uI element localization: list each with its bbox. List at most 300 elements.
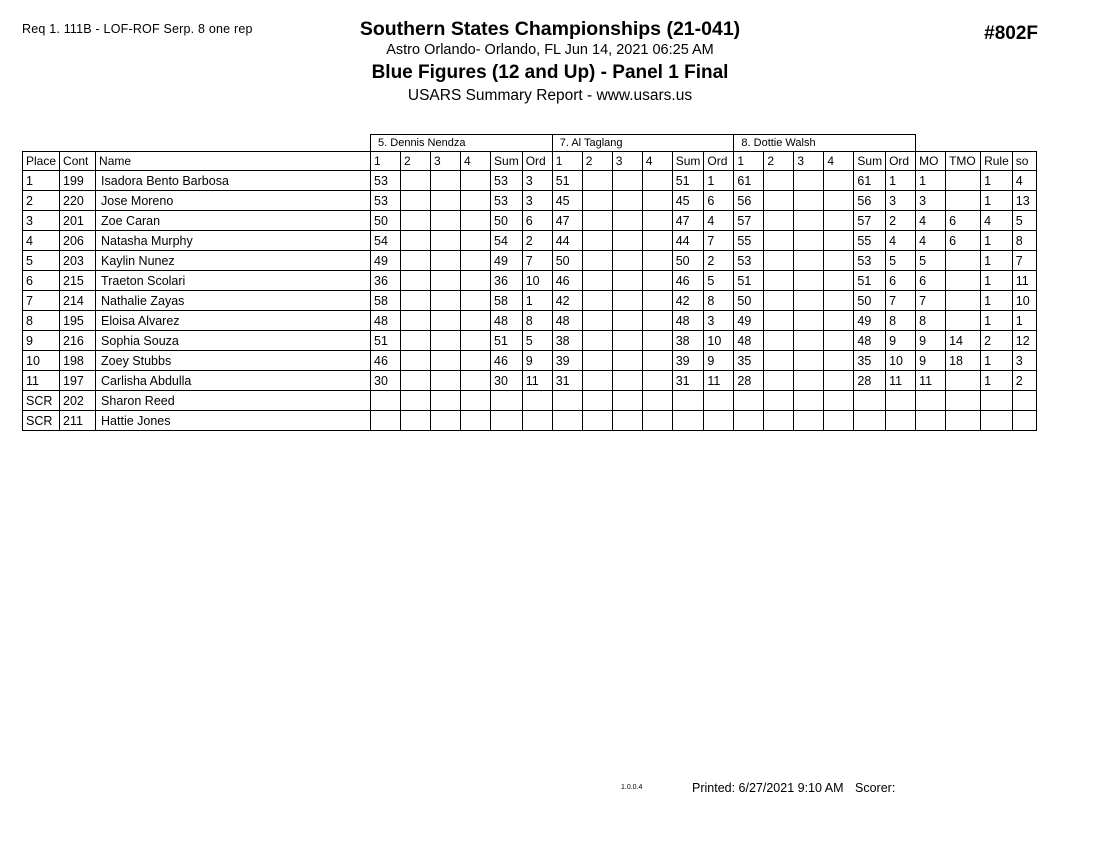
- cell-j7-6: 10: [704, 331, 734, 351]
- cell-j8-6: 10: [886, 351, 916, 371]
- cell-j8-2: [764, 391, 794, 411]
- cell-j8-5: [854, 411, 886, 431]
- cell-j7-3: [612, 291, 642, 311]
- cell-j8-5: 48: [854, 331, 886, 351]
- venue-line: Astro Orlando- Orlando, FL Jun 14, 2021 06:25 AM: [386, 42, 714, 58]
- cell-j7-4: [642, 291, 672, 311]
- cell-j7-3: [612, 391, 642, 411]
- cell-j5-2: [401, 171, 431, 191]
- cell-j8-5: 57: [854, 211, 886, 231]
- cell-so: 3: [1012, 351, 1036, 371]
- cell-so: [1012, 391, 1036, 411]
- results-table: [22, 134, 1037, 431]
- cell-j7-4: [642, 331, 672, 351]
- cell-tmo: [946, 251, 981, 271]
- cell-j7-3: [612, 271, 642, 291]
- col-name: Name: [96, 152, 371, 171]
- cell-j7-6: 9: [704, 351, 734, 371]
- cell-j8-5: 28: [854, 371, 886, 391]
- cell-j8-3: [794, 231, 824, 251]
- cell-tmo: [946, 311, 981, 331]
- cell-j5-3: [431, 371, 461, 391]
- cell-mo: 9: [916, 351, 946, 371]
- cell-j7-4: [642, 391, 672, 411]
- cell-j5-3: [431, 291, 461, 311]
- cell-j5-1: 53: [371, 171, 401, 191]
- cell-j7-6: 2: [704, 251, 734, 271]
- cell-j5-3: [431, 231, 461, 251]
- cell-j8-2: [764, 331, 794, 351]
- cell-tmo: 6: [946, 231, 981, 251]
- cell-j7-3: [612, 251, 642, 271]
- cell-place: 3: [23, 211, 60, 231]
- cell-j8-2: [764, 191, 794, 211]
- cell-j7-5: 38: [672, 331, 704, 351]
- cell-name: Sharon Reed: [96, 391, 371, 411]
- cell-j8-2: [764, 231, 794, 251]
- cell-j7-2: [582, 211, 612, 231]
- cell-so: 12: [1012, 331, 1036, 351]
- cell-j8-3: [794, 171, 824, 191]
- cell-j5-5: [491, 411, 523, 431]
- cell-j8-2: [764, 371, 794, 391]
- version-code: 1.0.0.4: [621, 784, 643, 791]
- table-row: [23, 171, 1037, 191]
- cell-j5-1: 36: [371, 271, 401, 291]
- cell-j8-3: [794, 331, 824, 351]
- cell-j5-6: 10: [522, 271, 552, 291]
- cell-cont: 201: [60, 211, 96, 231]
- cell-j8-3: [794, 391, 824, 411]
- cell-j5-4: [461, 171, 491, 191]
- cell-j7-4: [642, 231, 672, 251]
- cell-rule: 2: [981, 331, 1013, 351]
- cell-place: SCR: [23, 411, 60, 431]
- cell-j5-5: [491, 391, 523, 411]
- cell-cont: 198: [60, 351, 96, 371]
- col-so: so: [1012, 152, 1036, 171]
- cell-j7-2: [582, 251, 612, 271]
- cell-j7-2: [582, 331, 612, 351]
- cell-place: 4: [23, 231, 60, 251]
- cell-j8-2: [764, 291, 794, 311]
- cell-j5-2: [401, 231, 431, 251]
- cell-j5-4: [461, 351, 491, 371]
- spacer-cell: [916, 135, 946, 152]
- cell-j8-5: 35: [854, 351, 886, 371]
- cell-name: Sophia Souza: [96, 331, 371, 351]
- cell-j5-6: 2: [522, 231, 552, 251]
- cell-j7-3: [612, 211, 642, 231]
- cell-j8-5: [854, 391, 886, 411]
- cell-j7-3: [612, 171, 642, 191]
- col-j3-1: 1: [734, 152, 764, 171]
- cell-j5-1: [371, 391, 401, 411]
- cell-j5-5: 36: [491, 271, 523, 291]
- col-j2-2: 2: [582, 152, 612, 171]
- cell-j7-4: [642, 191, 672, 211]
- cell-j8-6: 5: [886, 251, 916, 271]
- cell-cont: 220: [60, 191, 96, 211]
- cell-rule: [981, 411, 1013, 431]
- cell-j8-4: [824, 351, 854, 371]
- cell-j5-1: 50: [371, 211, 401, 231]
- cell-j5-3: [431, 211, 461, 231]
- cell-j5-4: [461, 211, 491, 231]
- cell-j7-5: 50: [672, 251, 704, 271]
- cell-j7-4: [642, 251, 672, 271]
- cell-j5-6: 6: [522, 211, 552, 231]
- cell-j8-4: [824, 291, 854, 311]
- cell-rule: 1: [981, 351, 1013, 371]
- cell-j8-1: 50: [734, 291, 764, 311]
- cell-j5-1: 58: [371, 291, 401, 311]
- cell-j5-6: 11: [522, 371, 552, 391]
- cell-j7-3: [612, 351, 642, 371]
- cell-rule: 1: [981, 251, 1013, 271]
- cell-j8-2: [764, 411, 794, 431]
- cell-j5-3: [431, 331, 461, 351]
- cell-j8-1: 35: [734, 351, 764, 371]
- col-j1-1: 1: [371, 152, 401, 171]
- col-j2-1: 1: [552, 152, 582, 171]
- cell-j5-3: [431, 311, 461, 331]
- table-row: [23, 251, 1037, 271]
- cell-j7-5: 46: [672, 271, 704, 291]
- cell-cont: 214: [60, 291, 96, 311]
- col-j3-2: 2: [764, 152, 794, 171]
- cell-j8-3: [794, 411, 824, 431]
- cell-j5-2: [401, 331, 431, 351]
- cell-j8-6: [886, 411, 916, 431]
- cell-j8-2: [764, 351, 794, 371]
- cell-mo: 3: [916, 191, 946, 211]
- cell-j7-1: [552, 411, 582, 431]
- cell-j7-4: [642, 411, 672, 431]
- cell-j5-5: 54: [491, 231, 523, 251]
- cell-j7-1: 39: [552, 351, 582, 371]
- table-row: [23, 191, 1037, 211]
- printed-timestamp: Printed: 6/27/2021 9:10 AM: [692, 781, 844, 795]
- cell-j5-4: [461, 371, 491, 391]
- cell-j7-2: [582, 411, 612, 431]
- spacer-cell: [946, 135, 981, 152]
- cell-j8-5: 55: [854, 231, 886, 251]
- cell-j5-1: 54: [371, 231, 401, 251]
- cell-rule: 4: [981, 211, 1013, 231]
- cell-j5-3: [431, 351, 461, 371]
- cell-j5-2: [401, 351, 431, 371]
- cell-j7-4: [642, 211, 672, 231]
- cell-j5-4: [461, 331, 491, 351]
- cell-so: 1: [1012, 311, 1036, 331]
- cell-so: 2: [1012, 371, 1036, 391]
- col-j1-3: 3: [431, 152, 461, 171]
- cell-j7-1: [552, 391, 582, 411]
- event-category: Blue Figures (12 and Up) - Panel 1 Final: [371, 62, 729, 83]
- cell-j8-4: [824, 331, 854, 351]
- cell-tmo: [946, 191, 981, 211]
- cell-j8-1: 56: [734, 191, 764, 211]
- cell-j7-5: [672, 391, 704, 411]
- col-tmo: TMO: [946, 152, 981, 171]
- table-row: [23, 351, 1037, 371]
- col-mo: MO: [916, 152, 946, 171]
- cell-j7-5: 48: [672, 311, 704, 331]
- cell-cont: 197: [60, 371, 96, 391]
- cell-j8-5: 50: [854, 291, 886, 311]
- cell-j8-4: [824, 391, 854, 411]
- cell-cont: 202: [60, 391, 96, 411]
- cell-j8-3: [794, 211, 824, 231]
- cell-j7-1: 38: [552, 331, 582, 351]
- col-j2-ord: Ord: [704, 152, 734, 171]
- cell-j7-1: 42: [552, 291, 582, 311]
- cell-name: Zoe Caran: [96, 211, 371, 231]
- cell-so: 8: [1012, 231, 1036, 251]
- col-j1-sum: Sum: [491, 152, 523, 171]
- cell-j5-5: 30: [491, 371, 523, 391]
- cell-j5-6: 3: [522, 191, 552, 211]
- cell-j7-3: [612, 331, 642, 351]
- cell-rule: [981, 391, 1013, 411]
- table-row: [23, 331, 1037, 351]
- cell-j5-1: 51: [371, 331, 401, 351]
- cell-j5-4: [461, 291, 491, 311]
- cell-j5-3: [431, 391, 461, 411]
- cell-j8-1: 28: [734, 371, 764, 391]
- cell-j5-6: 7: [522, 251, 552, 271]
- cell-place: 2: [23, 191, 60, 211]
- cell-place: SCR: [23, 391, 60, 411]
- col-j3-4: 4: [824, 152, 854, 171]
- cell-so: 5: [1012, 211, 1036, 231]
- cell-j7-1: 44: [552, 231, 582, 251]
- col-j1-4: 4: [461, 152, 491, 171]
- cell-mo: 4: [916, 211, 946, 231]
- cell-j7-5: 44: [672, 231, 704, 251]
- cell-j8-6: 4: [886, 231, 916, 251]
- cell-j7-2: [582, 391, 612, 411]
- cell-mo: [916, 411, 946, 431]
- cell-j7-6: 11: [704, 371, 734, 391]
- cell-rule: 1: [981, 191, 1013, 211]
- cell-rule: 1: [981, 171, 1013, 191]
- cell-name: Zoey Stubbs: [96, 351, 371, 371]
- cell-so: 13: [1012, 191, 1036, 211]
- cell-j5-3: [431, 251, 461, 271]
- cell-mo: 8: [916, 311, 946, 331]
- cell-so: 11: [1012, 271, 1036, 291]
- cell-place: 8: [23, 311, 60, 331]
- cell-j8-6: 11: [886, 371, 916, 391]
- cell-place: 1: [23, 171, 60, 191]
- cell-j7-2: [582, 291, 612, 311]
- cell-j5-6: [522, 391, 552, 411]
- cell-j5-4: [461, 191, 491, 211]
- cell-so: 10: [1012, 291, 1036, 311]
- cell-j7-2: [582, 371, 612, 391]
- cell-j7-3: [612, 411, 642, 431]
- cell-j8-6: 6: [886, 271, 916, 291]
- results-table-wrap: [22, 134, 1037, 431]
- cell-j8-1: 51: [734, 271, 764, 291]
- cell-j5-6: [522, 411, 552, 431]
- col-j3-ord: Ord: [886, 152, 916, 171]
- cell-j5-1: 49: [371, 251, 401, 271]
- cell-j5-5: 53: [491, 171, 523, 191]
- cell-mo: 4: [916, 231, 946, 251]
- cell-j5-1: 53: [371, 191, 401, 211]
- cell-j8-4: [824, 411, 854, 431]
- cell-j5-5: 48: [491, 311, 523, 331]
- cell-tmo: [946, 371, 981, 391]
- cell-tmo: 14: [946, 331, 981, 351]
- cell-name: Kaylin Nunez: [96, 251, 371, 271]
- cell-j7-5: 42: [672, 291, 704, 311]
- spacer-cell: [60, 135, 96, 152]
- cell-tmo: [946, 391, 981, 411]
- cell-name: Isadora Bento Barbosa: [96, 171, 371, 191]
- report-source: USARS Summary Report - www.usars.us: [407, 87, 693, 104]
- spacer-cell: [96, 135, 371, 152]
- cell-j8-6: 9: [886, 331, 916, 351]
- cell-j8-3: [794, 311, 824, 331]
- cell-j8-1: [734, 411, 764, 431]
- table-row: [23, 411, 1037, 431]
- cell-tmo: [946, 271, 981, 291]
- cell-cont: 206: [60, 231, 96, 251]
- cell-j7-2: [582, 311, 612, 331]
- cell-mo: 7: [916, 291, 946, 311]
- cell-j7-5: 51: [672, 171, 704, 191]
- cell-name: Natasha Murphy: [96, 231, 371, 251]
- cell-j7-3: [612, 191, 642, 211]
- cell-name: Hattie Jones: [96, 411, 371, 431]
- cell-j8-1: [734, 391, 764, 411]
- cell-j5-5: 51: [491, 331, 523, 351]
- cell-j7-6: 7: [704, 231, 734, 251]
- cell-j5-5: 53: [491, 191, 523, 211]
- col-cont: Cont: [60, 152, 96, 171]
- cell-j5-4: [461, 391, 491, 411]
- cell-tmo: [946, 291, 981, 311]
- cell-j8-1: 57: [734, 211, 764, 231]
- cell-j7-6: 4: [704, 211, 734, 231]
- judge-1-label: 5. Dennis Nendza: [371, 135, 553, 152]
- cell-j7-2: [582, 191, 612, 211]
- cell-j5-4: [461, 231, 491, 251]
- table-row: [23, 291, 1037, 311]
- spacer-cell: [981, 135, 1013, 152]
- cell-j5-1: 46: [371, 351, 401, 371]
- cell-j5-2: [401, 211, 431, 231]
- cell-j7-1: 50: [552, 251, 582, 271]
- cell-j5-2: [401, 191, 431, 211]
- cell-j8-6: 8: [886, 311, 916, 331]
- cell-j7-1: 48: [552, 311, 582, 331]
- cell-j8-4: [824, 191, 854, 211]
- cell-j5-1: 48: [371, 311, 401, 331]
- requirement-line: Req 1. 111B - LOF-ROF Serp. 8 one rep: [22, 22, 253, 36]
- cell-j5-2: [401, 311, 431, 331]
- scorer-label: Scorer:: [855, 781, 896, 795]
- cell-j5-6: 3: [522, 171, 552, 191]
- cell-j7-3: [612, 311, 642, 331]
- cell-j5-2: [401, 251, 431, 271]
- cell-j8-4: [824, 371, 854, 391]
- cell-j8-3: [794, 251, 824, 271]
- document-code: #802F: [984, 23, 1038, 44]
- cell-rule: 1: [981, 231, 1013, 251]
- cell-place: 5: [23, 251, 60, 271]
- cell-j5-3: [431, 171, 461, 191]
- cell-cont: 216: [60, 331, 96, 351]
- table-row: [23, 231, 1037, 251]
- cell-j7-1: 51: [552, 171, 582, 191]
- cell-j5-4: [461, 271, 491, 291]
- cell-j7-6: 8: [704, 291, 734, 311]
- cell-name: Traeton Scolari: [96, 271, 371, 291]
- cell-j5-6: 1: [522, 291, 552, 311]
- table-row: [23, 271, 1037, 291]
- cell-tmo: [946, 411, 981, 431]
- cell-j7-4: [642, 371, 672, 391]
- cell-j8-4: [824, 251, 854, 271]
- cell-j5-4: [461, 311, 491, 331]
- cell-mo: 1: [916, 171, 946, 191]
- cell-cont: 215: [60, 271, 96, 291]
- cell-j8-5: 51: [854, 271, 886, 291]
- cell-j7-5: 45: [672, 191, 704, 211]
- cell-cont: 199: [60, 171, 96, 191]
- cell-j5-4: [461, 411, 491, 431]
- cell-so: 7: [1012, 251, 1036, 271]
- cell-j8-1: 61: [734, 171, 764, 191]
- cell-place: 11: [23, 371, 60, 391]
- cell-tmo: 18: [946, 351, 981, 371]
- cell-j7-2: [582, 351, 612, 371]
- cell-j8-3: [794, 191, 824, 211]
- cell-j8-2: [764, 251, 794, 271]
- cell-j7-1: 47: [552, 211, 582, 231]
- column-header-row: [23, 152, 1037, 171]
- cell-j5-3: [431, 191, 461, 211]
- cell-tmo: [946, 171, 981, 191]
- cell-j8-3: [794, 351, 824, 371]
- cell-j8-5: 53: [854, 251, 886, 271]
- cell-mo: [916, 391, 946, 411]
- judge-header-row: [23, 135, 1037, 152]
- judge-2-label: 7. Al Taglang: [552, 135, 734, 152]
- table-row: [23, 371, 1037, 391]
- cell-j8-6: 1: [886, 171, 916, 191]
- table-row: [23, 211, 1037, 231]
- table-row: [23, 311, 1037, 331]
- col-j2-4: 4: [642, 152, 672, 171]
- cell-j5-5: 49: [491, 251, 523, 271]
- cell-name: Jose Moreno: [96, 191, 371, 211]
- cell-j7-3: [612, 231, 642, 251]
- cell-mo: 6: [916, 271, 946, 291]
- cell-name: Carlisha Abdulla: [96, 371, 371, 391]
- cell-j7-1: 45: [552, 191, 582, 211]
- cell-tmo: 6: [946, 211, 981, 231]
- cell-j7-3: [612, 371, 642, 391]
- cell-j7-4: [642, 351, 672, 371]
- cell-place: 10: [23, 351, 60, 371]
- col-place: Place: [23, 152, 60, 171]
